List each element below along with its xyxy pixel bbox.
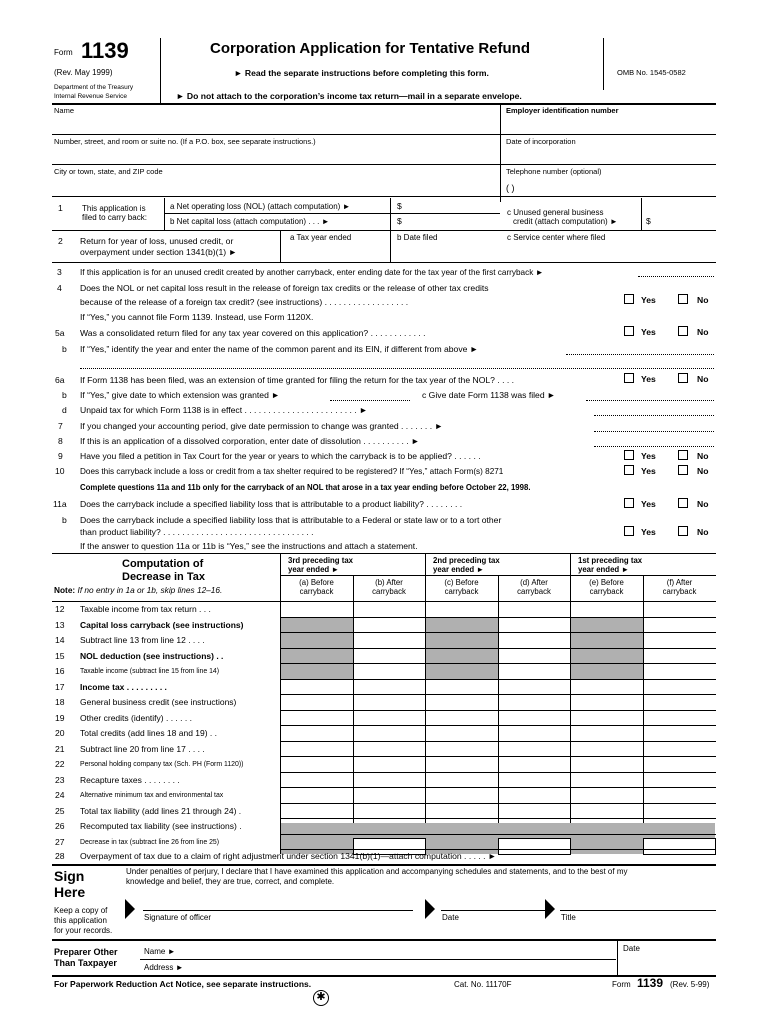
line-1c-dollar: $ <box>646 216 651 226</box>
q4-no-checkbox[interactable] <box>678 294 688 304</box>
preparer-address-label: Address ► <box>144 963 184 972</box>
q10-text: Does this carryback include a loss or credit from a tax shelter required to be registered? If “Yes,” attach Form(s) 8271 <box>80 467 504 476</box>
amount-cell[interactable] <box>354 649 424 663</box>
shaded-block-a <box>281 617 353 680</box>
amount-cell[interactable] <box>644 726 715 740</box>
q11b-number: b <box>62 515 67 525</box>
city-label: City or town, state, and ZIP code <box>54 167 163 176</box>
line-text: Capital loss carryback (see instructions) <box>80 619 244 630</box>
amount-cell[interactable] <box>499 618 569 632</box>
name-label: Name <box>54 106 75 115</box>
q11b-text: Does the carryback include a specified liability loss that is attributable to a Federal or state law or to a tort other <box>80 515 502 525</box>
q6a-no-label: No <box>697 374 709 384</box>
amount-cell[interactable] <box>354 757 424 771</box>
line-text: NOL deduction (see instructions) . . <box>80 650 224 661</box>
line-2-text: Return for year of loss, unused credit, or <box>80 236 234 246</box>
line-number: 22 <box>55 759 65 769</box>
q5a-number: 5a <box>55 328 65 338</box>
line-1c-label: c Unused general business <box>507 208 604 217</box>
line-number: 27 <box>55 836 65 847</box>
footer-form-number: 1139 <box>637 976 664 990</box>
footer-revision: (Rev. 5-99) <box>670 980 710 989</box>
amount-cell[interactable] <box>571 788 642 802</box>
q6a-number: 6a <box>55 375 65 385</box>
q6b-number: b <box>62 390 67 400</box>
amount-cell[interactable] <box>571 804 642 818</box>
line-2c-label: c Service center where filed <box>507 233 606 242</box>
line-number: 19 <box>55 712 65 723</box>
sign-title-2: Here <box>54 884 86 900</box>
sign-arrow-icon <box>125 899 135 919</box>
q9-yes-checkbox[interactable] <box>624 450 634 460</box>
line-1c-label-2: credit (attach computation) ► <box>513 217 618 226</box>
mail-note: ► Do not attach to the corporation’s income tax return—mail in a separate envelope. <box>176 91 522 101</box>
amount-cell[interactable] <box>644 695 715 709</box>
q6d-text: Unpaid tax for which Form 1138 is in effect . . . . . . . . . . . . . . . . . . . . . . . . ► <box>80 405 368 415</box>
line-2-text-2: overpayment under section 1341(b)(1) ► <box>80 247 238 257</box>
line-text: Income tax . . . . . . . . . <box>80 681 167 692</box>
amount-cell[interactable] <box>499 633 569 647</box>
q9-text: Have you filed a petition in Tax Court for the year or years to which the carryback is to be applied? . . . . . . <box>80 451 481 461</box>
amount-cell[interactable] <box>499 726 569 740</box>
amount-cell[interactable] <box>571 773 642 787</box>
q6a-no-checkbox[interactable] <box>678 373 688 383</box>
q4-no-label: No <box>697 295 709 305</box>
col-group-2nd: 2nd preceding tax <box>433 556 500 565</box>
line-text: Subtract line 20 from line 17 . . . . <box>80 743 205 754</box>
q11b-no-label: No <box>697 527 709 537</box>
q4-text-2: because of the release of a foreign tax credit? (see instructions) . . . . . . . . . . . . . . . . . . <box>80 297 409 307</box>
line-text: Recomputed tax liability (see instructions) . <box>80 821 242 831</box>
q4-yes-checkbox[interactable] <box>624 294 634 304</box>
amount-cell[interactable] <box>354 742 424 756</box>
preparer-title: Preparer Other <box>54 947 118 957</box>
amount-cell[interactable] <box>571 711 642 725</box>
omb-number: OMB No. 1545-0582 <box>617 68 686 77</box>
preparer-title-2: Than Taxpayer <box>54 958 117 968</box>
q3-text: If this application is for an unused credit created by another carryback, enter ending date for the tax year of the first carryback ► <box>80 268 544 277</box>
form-title: Corporation Application for Tentative Refund <box>210 40 530 57</box>
amount-cell[interactable] <box>644 649 715 663</box>
preparer-date-label: Date <box>623 944 640 953</box>
amount-cell[interactable] <box>499 804 569 818</box>
amount-cell[interactable] <box>426 788 497 802</box>
amount-cell[interactable] <box>354 773 424 787</box>
q11a-no-checkbox[interactable] <box>678 498 688 508</box>
col-group-3rd: 3rd preceding tax <box>288 556 353 565</box>
col-e-header: (e) Before carryback <box>589 578 624 596</box>
line-number: 25 <box>55 805 65 816</box>
title-label: Title <box>561 913 576 922</box>
amount-cell[interactable] <box>499 711 569 725</box>
amount-cell[interactable] <box>644 618 715 632</box>
line-1b-dollar: $ <box>397 216 402 226</box>
q9-no-label: No <box>697 451 709 461</box>
amount-cell[interactable] <box>426 711 497 725</box>
amount-cell[interactable] <box>281 742 352 756</box>
q11a-text: Does the carryback include a specified liability loss that is attributable to a product liability? . . . . . . . . <box>80 499 463 509</box>
amount-cell[interactable] <box>571 726 642 740</box>
q8-number: 8 <box>58 436 63 446</box>
line-number: 17 <box>55 681 65 692</box>
q6d-number: d <box>62 405 67 415</box>
line-text: Taxable income from tax return . . . <box>80 604 211 614</box>
keep-copy-3: for your records. <box>54 926 113 935</box>
line-1b: b Net capital loss (attach computation) . . . ► <box>170 217 330 226</box>
sign-title: Sign <box>54 868 85 884</box>
phone-label: Telephone number (optional) <box>506 167 602 176</box>
q11b-text-2: than product liability? . . . . . . . . . . . . . . . . . . . . . . . . . . . . . . . . <box>80 527 314 537</box>
line-number: 12 <box>55 604 65 614</box>
line-number: 14 <box>55 635 65 645</box>
q9-yes-label: Yes <box>641 451 656 461</box>
form-number: 1139 <box>81 38 129 63</box>
q6c-text: c Give date Form 1138 was filed ► <box>422 390 556 400</box>
q11-instruction: Complete questions 11a and 11b only for the carryback of an NOL that arose in a tax year ending before October 22, 1998. <box>80 483 531 492</box>
phone-area-code: ( ) <box>506 183 515 193</box>
q4-text: Does the NOL or net capital loss result in the release of foreign tax credits or the release of other tax credits <box>80 283 489 293</box>
q4-note: If “Yes,” you cannot file Form 1139. Instead, use Form 1120X. <box>80 312 314 322</box>
amount-cell[interactable] <box>499 680 569 694</box>
q7-text: If you changed your accounting period, give date permission to change was granted . . . . . . . ► <box>80 421 443 431</box>
q7-number: 7 <box>58 421 63 431</box>
amount-cell[interactable] <box>281 680 352 694</box>
amount-cell[interactable] <box>644 602 715 616</box>
amount-cell[interactable] <box>354 680 424 694</box>
line-number: 21 <box>55 743 65 754</box>
amount-cell[interactable] <box>571 742 642 756</box>
q3-number: 3 <box>57 267 62 277</box>
shaded-block-c <box>426 617 498 680</box>
amount-cell[interactable] <box>281 804 352 818</box>
line-text: Decrease in tax (subtract line 26 from line 25) <box>80 838 220 846</box>
line-27-col-d[interactable] <box>498 838 571 855</box>
q5a-text: Was a consolidated return filed for any tax year covered on this application? . . . . . . . . . . . . <box>80 328 426 338</box>
amount-cell[interactable] <box>281 711 352 725</box>
line-number: 18 <box>55 697 65 707</box>
amount-cell[interactable] <box>426 804 497 818</box>
q10-no-checkbox[interactable] <box>678 465 688 475</box>
q5a-yes-checkbox[interactable] <box>624 326 634 336</box>
computation-note: Note: If no entry in 1a or 1b, skip lines 12–16. <box>54 585 223 595</box>
amount-cell[interactable] <box>426 726 497 740</box>
line-number: 20 <box>55 728 65 738</box>
line-1-label-b: filed to carry back: <box>82 213 147 222</box>
amount-cell[interactable] <box>499 602 569 616</box>
amount-cell[interactable] <box>354 618 424 632</box>
revision: (Rev. May 1999) <box>54 68 113 77</box>
line-number: 23 <box>55 774 65 785</box>
amount-cell[interactable] <box>354 804 424 818</box>
q4-number: 4 <box>57 283 62 293</box>
q6b-text: If “Yes,” give date to which extension was granted ► <box>80 390 280 400</box>
signature-label: Signature of officer <box>144 913 212 922</box>
amount-cell[interactable] <box>499 773 569 787</box>
amount-cell[interactable] <box>354 726 424 740</box>
ein-label: Employer identification number <box>506 106 619 115</box>
date-label: Date <box>442 913 459 922</box>
line-2b-label: b Date filed <box>397 233 438 242</box>
line-1-label-a: This application is <box>82 204 146 213</box>
line-text: Personal holding company tax (Sch. PH (Form 1120)) <box>80 761 244 768</box>
q5a-yes-label: Yes <box>641 327 656 337</box>
instructions-note: ► Read the separate instructions before completing this form. <box>234 68 489 78</box>
amount-cell[interactable] <box>644 711 715 725</box>
catalog-number: Cat. No. 11170F <box>454 980 512 989</box>
line-number: 16 <box>55 666 65 676</box>
q11a-yes-checkbox[interactable] <box>624 498 634 508</box>
q5a-no-label: No <box>697 327 709 337</box>
q11a-no-label: No <box>697 499 709 509</box>
amount-cell[interactable] <box>426 773 497 787</box>
q10-yes-label: Yes <box>641 466 656 476</box>
amount-cell[interactable] <box>426 602 497 616</box>
amount-cell[interactable] <box>644 757 715 771</box>
line-number: 13 <box>55 619 65 630</box>
q11b-no-checkbox[interactable] <box>678 526 688 536</box>
amount-cell[interactable] <box>354 633 424 647</box>
department: Department of the Treasury <box>54 84 134 91</box>
amount-cell[interactable] <box>281 726 352 740</box>
amount-cell[interactable] <box>571 757 642 771</box>
line-1a-dollar: $ <box>397 201 402 211</box>
line-28-number: 28 <box>55 851 65 861</box>
amount-cell[interactable] <box>644 664 715 678</box>
amount-cell[interactable] <box>644 742 715 756</box>
amount-cell[interactable] <box>354 664 424 678</box>
line-1a: a Net operating loss (NOL) (attach computation) ► <box>170 202 351 211</box>
col-group-3rd-2: year ended ► <box>288 565 340 574</box>
line-text: Total tax liability (add lines 21 through 24) . <box>80 805 242 816</box>
amount-cell[interactable] <box>281 757 352 771</box>
amount-cell[interactable] <box>499 649 569 663</box>
q11a-number: 11a <box>53 499 67 509</box>
line-text: Taxable income (subtract line 15 from line 14) <box>80 668 220 675</box>
amount-cell[interactable] <box>644 788 715 802</box>
form-label: Form <box>54 48 73 57</box>
amount-cell[interactable] <box>281 773 352 787</box>
computation-title-2: Decrease in Tax <box>122 571 205 583</box>
line-text: Subtract line 13 from line 12 . . . . <box>80 635 205 645</box>
line-2a-label: a Tax year ended <box>290 233 352 242</box>
amount-cell[interactable] <box>354 695 424 709</box>
q10-no-label: No <box>697 466 709 476</box>
amount-cell[interactable] <box>354 711 424 725</box>
footer-form-label: Form <box>612 980 631 989</box>
line-text: Recapture taxes . . . . . . . . <box>80 774 180 785</box>
title-arrow-icon <box>545 899 555 919</box>
q5b-number: b <box>62 344 67 354</box>
line-text: Other credits (identify) . . . . . . <box>80 712 192 723</box>
amount-cell[interactable] <box>644 804 715 818</box>
agency: Internal Revenue Service <box>54 93 127 100</box>
q6a-text: If Form 1138 has been filed, was an extension of time granted for filing the return for the tax year of the NOL? . . . . <box>80 375 515 385</box>
amount-cell[interactable] <box>499 695 569 709</box>
amount-cell[interactable] <box>571 680 642 694</box>
amount-cell[interactable] <box>644 633 715 647</box>
q11-note: If the answer to question 11a or 11b is “Yes,” see the instructions and attach a statement. <box>80 541 418 551</box>
line-number: 24 <box>55 790 65 800</box>
line-text: Alternative minimum tax and environmental tax <box>80 792 224 799</box>
amount-cell[interactable] <box>499 664 569 678</box>
date-arrow-icon <box>425 899 435 919</box>
amount-cell[interactable] <box>426 742 497 756</box>
amount-cell[interactable] <box>354 788 424 802</box>
col-group-1st-2: year ended ► <box>578 565 630 574</box>
recycle-logo-icon: ✱ <box>313 990 329 1006</box>
amount-cell[interactable] <box>499 757 569 771</box>
line-2-number: 2 <box>58 236 63 246</box>
incorporation-date-label: Date of incorporation <box>506 137 576 146</box>
amount-cell[interactable] <box>499 788 569 802</box>
q8-text: If this is an application of a dissolved corporation, enter date of dissolution . . . . . . . . . . ► <box>80 436 420 446</box>
q11a-yes-label: Yes <box>641 499 656 509</box>
q11b-yes-checkbox[interactable] <box>624 526 634 536</box>
amount-cell[interactable] <box>426 757 497 771</box>
perjury-declaration: Under penalties of perjury, I declare that I have examined this application and accompanying schedules and statements, and to the best of my <box>126 867 628 876</box>
keep-copy: Keep a copy of <box>54 906 108 915</box>
address-label: Number, street, and room or suite no. (If a P.O. box, see separate instructions.) <box>54 137 316 146</box>
q5a-no-checkbox[interactable] <box>678 326 688 336</box>
q11b-yes-label: Yes <box>641 527 656 537</box>
line-text: General business credit (see instructions) <box>80 697 237 707</box>
line-27-col-f[interactable] <box>643 838 716 855</box>
amount-cell[interactable] <box>354 602 424 616</box>
perjury-declaration-2: knowledge and belief, they are true, correct, and complete. <box>126 877 335 886</box>
col-f-header: (f) After carryback <box>662 578 697 596</box>
amount-cell[interactable] <box>499 742 569 756</box>
computation-title: Computation of <box>122 558 204 570</box>
q4-yes-label: Yes <box>641 295 656 305</box>
col-d-header: (d) After carryback <box>517 578 551 596</box>
col-group-2nd-2: year ended ► <box>433 565 485 574</box>
amount-cell[interactable] <box>281 788 352 802</box>
amount-cell[interactable] <box>426 695 497 709</box>
amount-cell[interactable] <box>426 680 497 694</box>
col-b-header: (b) After carryback <box>372 578 406 596</box>
q6a-yes-label: Yes <box>641 374 656 384</box>
paperwork-notice: For Paperwork Reduction Act Notice, see separate instructions. <box>54 979 312 989</box>
line-28-text: Overpayment of tax due to a claim of right adjustment under section 1341(b)(1)—attach computation . . . . . ► <box>80 851 497 861</box>
shaded-block-e <box>571 617 643 680</box>
col-group-1st: 1st preceding tax <box>578 556 643 565</box>
keep-copy-2: this application <box>54 916 107 925</box>
q9-no-checkbox[interactable] <box>678 450 688 460</box>
q5b-text: If “Yes,” identify the year and enter the name of the common parent and its EIN, if different from above ► <box>80 344 479 354</box>
q10-yes-checkbox[interactable] <box>624 465 634 475</box>
preparer-name-label: Name ► <box>144 947 176 956</box>
amount-cell[interactable] <box>281 602 352 616</box>
col-a-header: (a) Before carryback <box>299 578 334 596</box>
line-text: Total credits (add lines 18 and 19) . . <box>80 728 218 738</box>
col-c-header: (c) Before carryback <box>444 578 479 596</box>
amount-cell[interactable] <box>644 773 715 787</box>
line-number: 15 <box>55 650 65 661</box>
amount-cell[interactable] <box>644 680 715 694</box>
q6a-yes-checkbox[interactable] <box>624 373 634 383</box>
q10-number: 10 <box>55 466 65 476</box>
q9-number: 9 <box>58 451 63 461</box>
amount-cell[interactable] <box>281 695 352 709</box>
amount-cell[interactable] <box>571 602 642 616</box>
line-number: 26 <box>55 821 65 831</box>
line-1-number: 1 <box>58 203 63 213</box>
amount-cell[interactable] <box>571 695 642 709</box>
